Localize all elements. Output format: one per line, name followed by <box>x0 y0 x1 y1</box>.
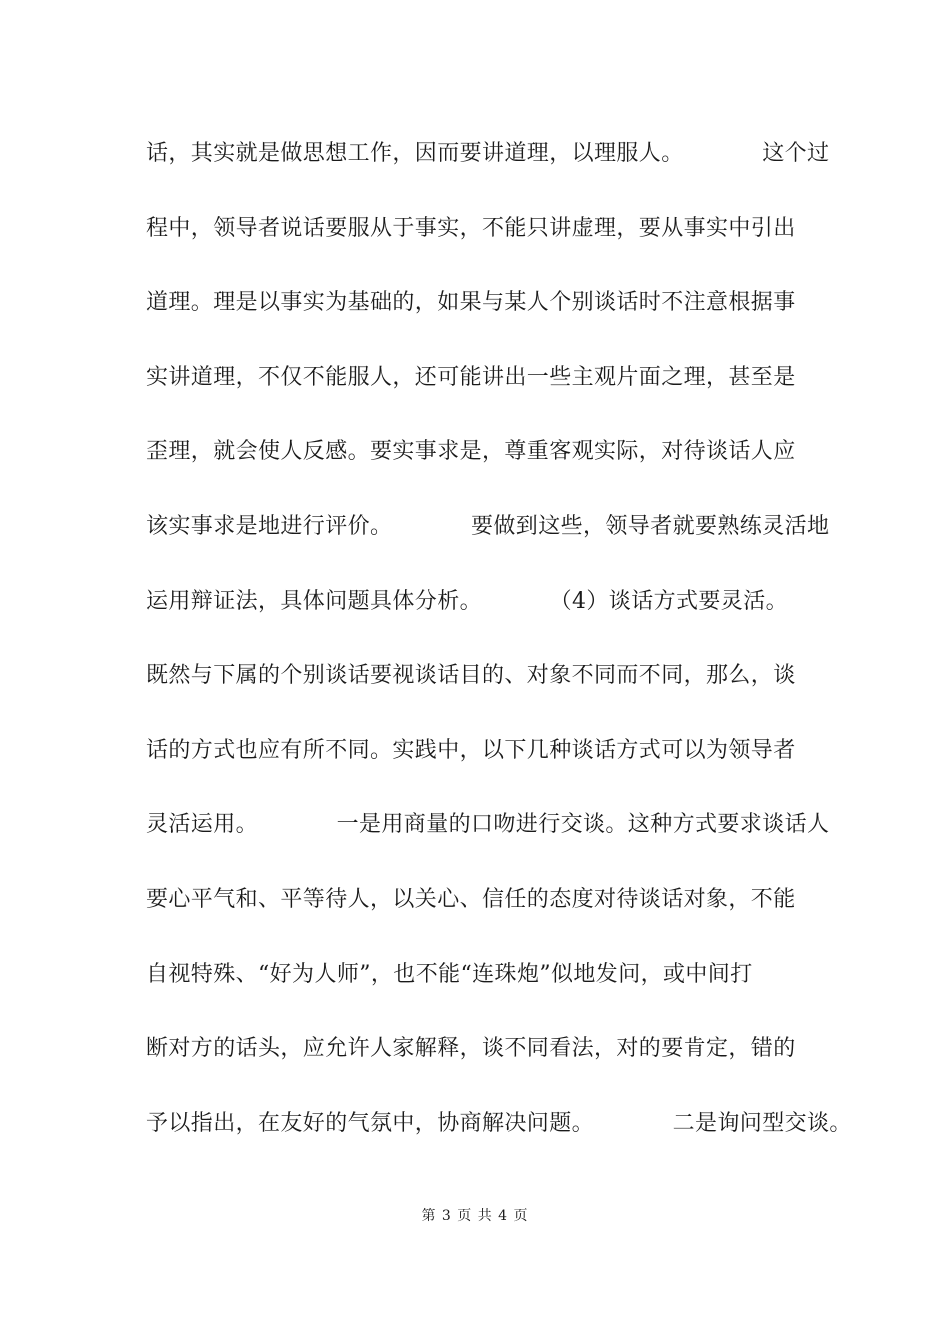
body-line-6: 该实事求是地进行评价。 要做到这些，领导者就要熟练灵活地 <box>146 514 830 539</box>
body-line-1: 话，其实就是做思想工作，因而要讲道理，以理服人。 这个过 <box>146 141 830 166</box>
body-line-3: 道理。理是以事实为基础的，如果与某人个别谈话时不注意根据事 <box>146 290 796 315</box>
body-line-10: 灵活运用。 一是用商量的口吻进行交谈。这种方式要求谈话人 <box>146 812 830 837</box>
body-line-8: 既然与下属的个别谈话要视谈话目的、对象不同而不同，那么，谈 <box>146 663 796 688</box>
body-line-7: 运用辩证法，具体问题具体分析。 （4）谈话方式要灵活。 <box>146 589 788 614</box>
body-line-12: 自视特殊、“好为人师”，也不能“连珠炮”似地发问，或中间打 <box>146 962 753 987</box>
body-line-2: 程中，领导者说话要服从于事实，不能只讲虚理，要从事实中引出 <box>146 216 796 241</box>
body-line-11: 要心平气和、平等待人，以关心、信任的态度对待谈话对象，不能 <box>146 887 796 912</box>
body-line-14: 予以指出，在友好的气氛中，协商解决问题。 二是询问型交谈。 <box>146 1111 852 1136</box>
body-line-5: 歪理，就会使人反感。要实事求是，尊重客观实际，对待谈话人应 <box>146 439 796 464</box>
body-line-9: 话的方式也应有所不同。实践中，以下几种谈话方式可以为领导者 <box>146 738 796 763</box>
body-line-4: 实讲道理，不仅不能服人，还可能讲出一些主观片面之理，甚至是 <box>146 365 796 390</box>
body-line-13: 断对方的话头，应允许人家解释，谈不同看法，对的要肯定，错的 <box>146 1036 796 1061</box>
page-number-footer: 第 3 页 共 4 页 <box>421 1208 529 1224</box>
